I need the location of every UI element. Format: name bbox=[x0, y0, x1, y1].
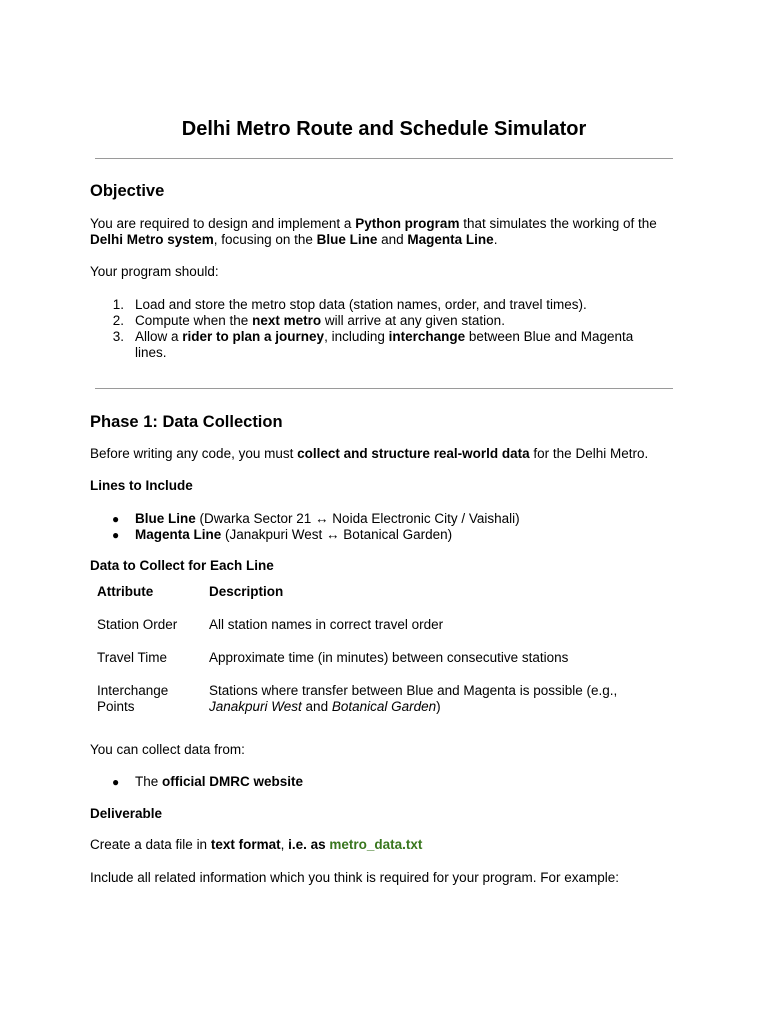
list-item: Load and store the metro stop data (station names, order, and travel times). bbox=[135, 297, 587, 312]
table-cell-attribute: Interchange bbox=[97, 683, 169, 698]
page-title: Delhi Metro Route and Schedule Simulator bbox=[181, 118, 587, 140]
phase1-intro: Before writing any code, you must collect and structure real-world data for the Delhi Metro. bbox=[90, 446, 649, 461]
deliverable-text: Create a data file in text format, i.e. as metro_data.txt bbox=[90, 837, 423, 852]
list-item: Allow a rider to plan a journey, including interchange between Blue and Magenta bbox=[135, 329, 634, 344]
table-header-description: Description bbox=[209, 584, 284, 599]
source-item: The official DMRC website bbox=[135, 774, 304, 789]
list-item: Compute when the next metro will arrive at any given station. bbox=[135, 313, 505, 328]
bullet-icon: ● bbox=[112, 512, 120, 526]
objective-intro-line-1: You are required to design and implement a Python program that simulates the working of the bbox=[90, 216, 657, 231]
table-cell-attribute-continued: Points bbox=[97, 699, 135, 714]
deliverable-heading: Deliverable bbox=[90, 806, 163, 821]
table-cell-description: Approximate time (in minutes) between consecutive stations bbox=[209, 650, 569, 665]
objective-heading: Objective bbox=[90, 182, 165, 200]
closing-text: Include all related information which you think is required for your program. For example: bbox=[90, 870, 619, 885]
sources-intro: You can collect data from: bbox=[90, 742, 245, 757]
program-should-text: Your program should: bbox=[90, 264, 219, 279]
table-header-attribute: Attribute bbox=[97, 584, 154, 599]
phase1-heading: Phase 1: Data Collection bbox=[90, 413, 283, 431]
bullet-icon: ● bbox=[112, 528, 120, 542]
divider bbox=[95, 388, 673, 389]
divider bbox=[95, 158, 673, 159]
table-cell-attribute: Station Order bbox=[97, 617, 178, 632]
table-cell-description: All station names in correct travel order bbox=[209, 617, 444, 632]
objective-intro-line-2: Delhi Metro system, focusing on the Blue Line and Magenta Line. bbox=[90, 232, 498, 247]
list-number: 2. bbox=[112, 313, 124, 328]
list-number: 3. bbox=[112, 329, 124, 344]
list-item-continuation: lines. bbox=[135, 345, 167, 360]
line-item-blue: Blue Line (Dwarka Sector 21 ↔ Noida Electronic City / Vaishali) bbox=[135, 511, 520, 526]
table-cell-description-continued: Janakpuri West and Botanical Garden) bbox=[209, 699, 441, 714]
list-number: 1. bbox=[112, 297, 124, 312]
lines-heading: Lines to Include bbox=[90, 478, 193, 493]
line-item-magenta: Magenta Line (Janakpuri West ↔ Botanical Garden) bbox=[135, 527, 453, 542]
data-to-collect-heading: Data to Collect for Each Line bbox=[90, 558, 274, 573]
bullet-icon: ● bbox=[112, 775, 120, 789]
table-cell-description: Stations where transfer between Blue and Magenta is possible (e.g., bbox=[209, 683, 618, 698]
table-cell-attribute: Travel Time bbox=[97, 650, 168, 665]
